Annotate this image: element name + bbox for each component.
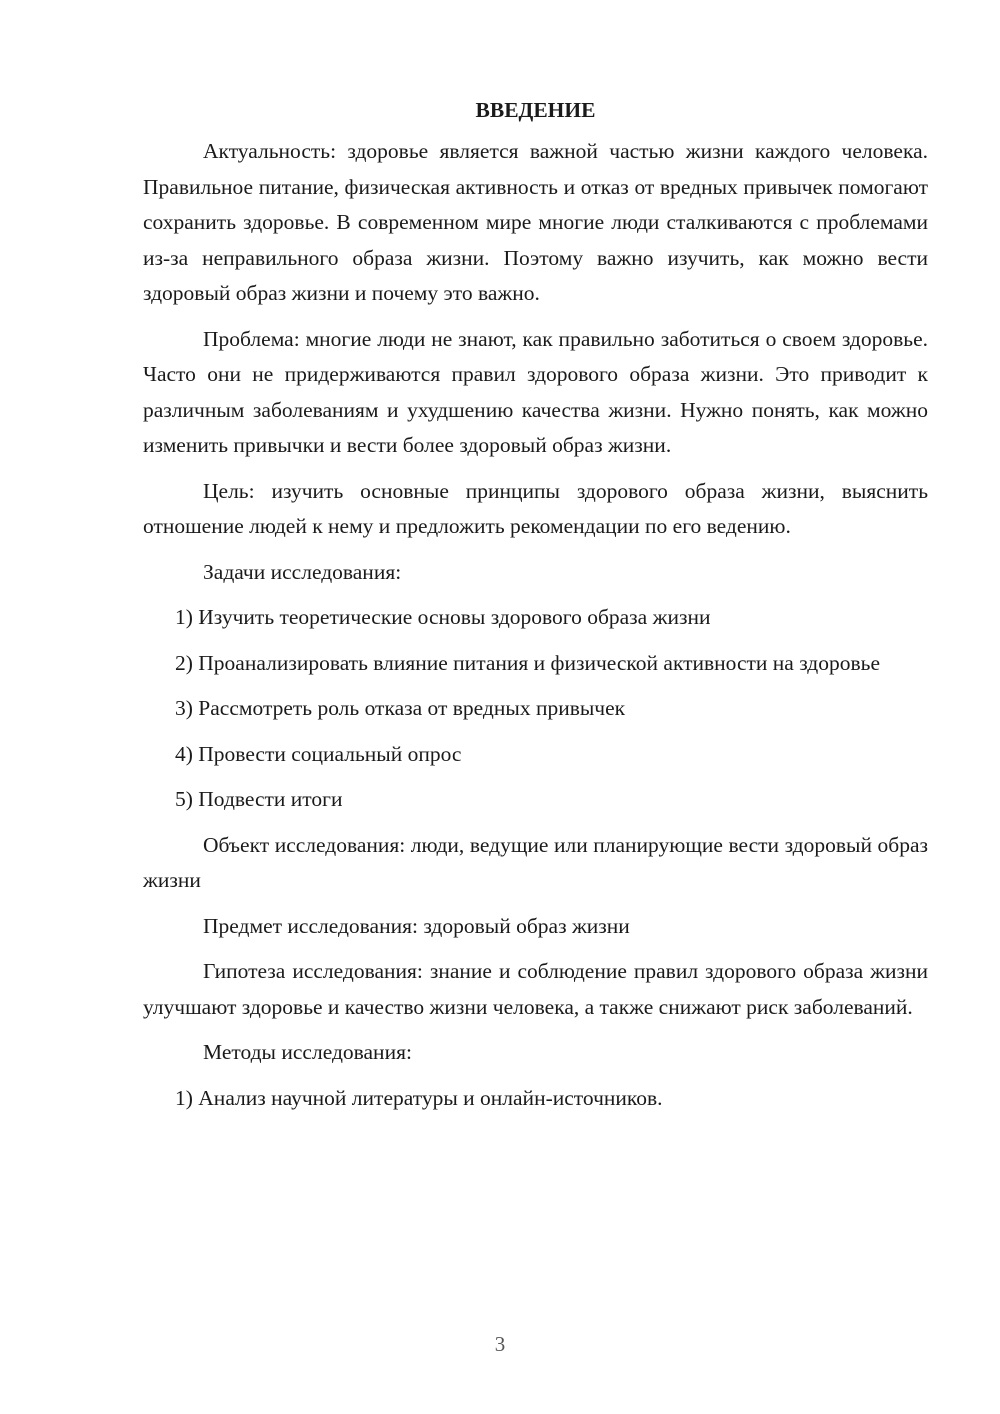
tasks-heading: Задачи исследования:: [203, 559, 402, 584]
paragraph-goal: Цель: изучить основные принципы здорового образа жизни, выяснить отношение людей к нему и предложить рекомендации по его ведению.: [143, 478, 928, 538]
paragraph-relevance: Актуальность: здоровье является важной частью жизни каждого человека. Правильное питание, физическая активность и отказ от вредных привычек помогают сохранить здоровье. В современном мире многие люди сталкиваются с проблемами из-за неправильного образа жизни. Поэтому важно изучить, как можно вести здоровый образ жизни и почему это важно.: [143, 139, 928, 305]
task-item-1: 1) Изучить теоретические основы здорового образа жизни: [175, 605, 711, 629]
task-item-3: 3) Рассмотреть роль отказа от вредных привычек: [175, 696, 626, 720]
methods-heading: Методы исследования:: [203, 1040, 412, 1064]
task-item-5: 5) Подвести итоги: [175, 787, 343, 811]
paragraph-problem: Проблема: многие люди не знают, как правильно заботиться о своем здоровье. Часто они не придерживаются правил здорового образа жизни. Это приводит к различным заболеваниям и ухудшению качества жизни. Нужно понять, как можно изменить привычки и вести более здоровый образ жизни.: [143, 326, 928, 457]
paragraph-hypothesis: Гипотеза исследования: знание и соблюдение правил здорового образа жизни улучшают здоровье и качество жизни человека, а также снижают риск заболеваний.: [143, 959, 928, 1019]
document-page: [143, 92, 928, 1126]
task-item-2: 2) Проанализировать влияние питания и физической активности на здоровье: [175, 650, 880, 675]
page-number: 3: [494, 1332, 506, 1356]
method-item-1: 1) Анализ научной литературы и онлайн-источников.: [175, 1085, 663, 1110]
paragraph-subject: Предмет исследования: здоровый образ жизни: [203, 913, 630, 938]
task-item-4: 4) Провести социальный опрос: [175, 741, 462, 766]
section-title: ВВЕДЕНИЕ: [475, 98, 596, 122]
paragraph-object: Объект исследования: люди, ведущие или планирующие вести здоровый образ жизни: [143, 832, 928, 892]
